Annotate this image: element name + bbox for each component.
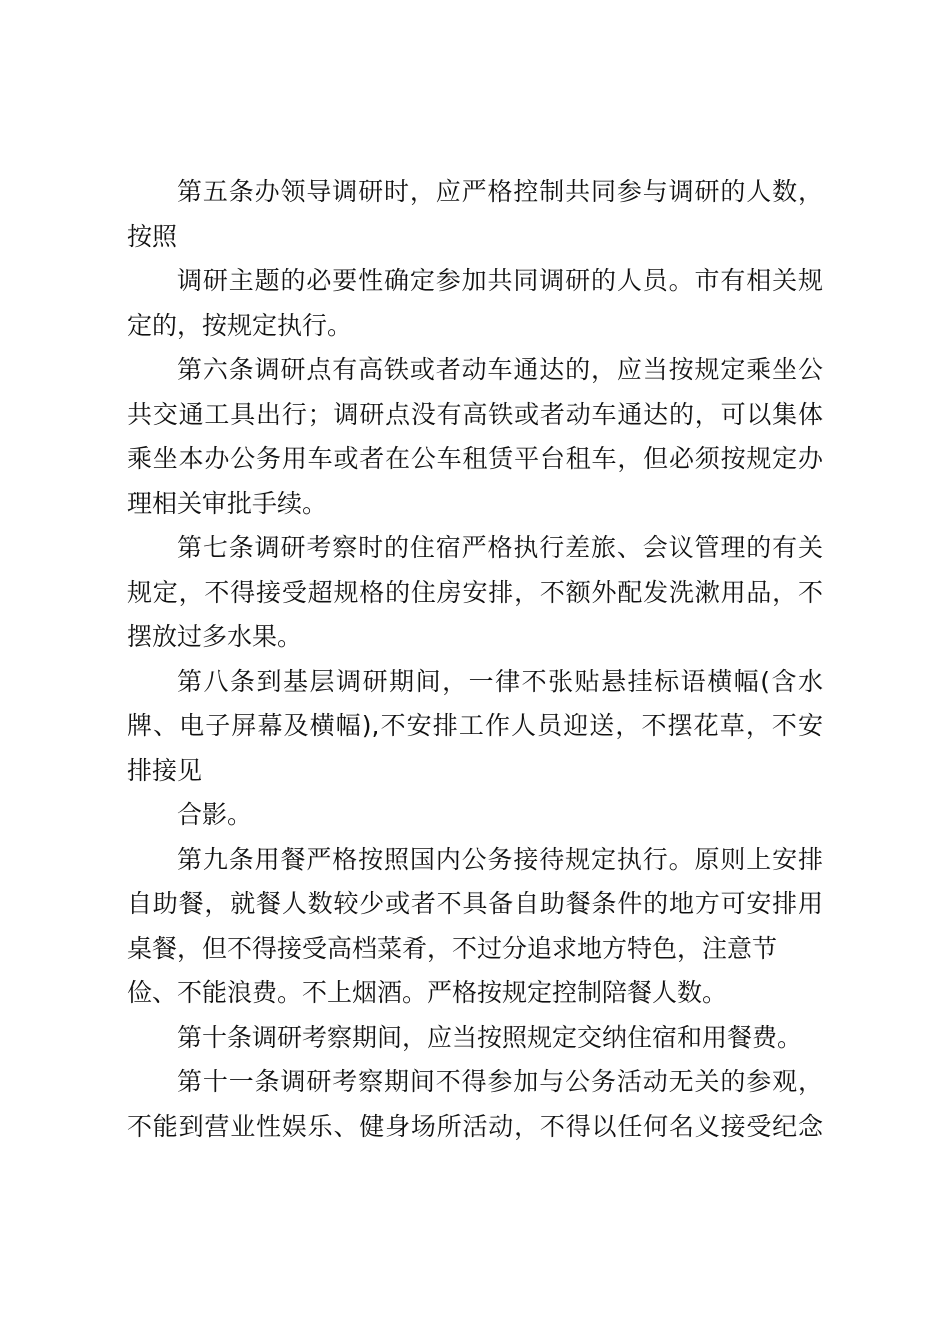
document-body	[127, 170, 823, 1149]
text-line: 定的，按规定执行。	[127, 310, 353, 340]
text-line: 第十条调研考察期间，应当按照规定交纳住宿和用餐费。	[177, 1022, 803, 1052]
text-line: 自助餐，就餐人数较少或者不具备自助餐条件的地方可安排用	[127, 889, 823, 918]
text-line: 第八条到基层调研期间，一律不张贴悬挂标语横幅(含水	[177, 666, 823, 696]
text-line: 第十一条调研考察期间不得参加与公务活动无关的参观，	[177, 1067, 823, 1096]
text-line: 不能到营业性娱乐、健身场所活动，不得以任何名义接受纪念	[127, 1111, 823, 1141]
text-line: 共交通工具出行；调研点没有高铁或者动车通达的，可以集体	[127, 399, 823, 429]
text-line: 第五条办领导调研时，应严格控制共同参与调研的人数，	[177, 177, 823, 206]
text-line: 俭、不能浪费。不上烟酒。严格按规定控制陪餐人数。	[127, 978, 728, 1007]
text-line: 理相关审批手续。	[127, 488, 328, 518]
text-line: 摆放过多水果。	[127, 622, 303, 651]
text-line: 合影。	[177, 800, 253, 829]
text-line: 按照	[127, 221, 178, 251]
text-line: 乘坐本办公务用车或者在公车租赁平台租车，但必须按规定办	[127, 444, 823, 473]
text-line: 牌、电子屏幕及横幅),不安排工作人员迎送，不摆花草，不安	[127, 711, 823, 740]
text-line: 第六条调研点有高铁或者动车通达的，应当按规定乘坐公	[177, 355, 823, 384]
text-line: 排接见	[127, 755, 203, 785]
text-line: 调研主题的必要性确定参加共同调研的人员。市有相关规	[177, 266, 823, 295]
text-line: 第七条调研考察时的住宿严格执行差旅、会议管理的有关	[177, 533, 823, 562]
text-line: 桌餐，但不得接受高档菜肴，不过分追求地方特色，注意节	[127, 933, 778, 963]
text-line: 第九条用餐严格按照国内公务接待规定执行。原则上安排	[177, 844, 823, 874]
text-line: 规定，不得接受超规格的住房安排，不额外配发洗漱用品，不	[127, 577, 823, 607]
